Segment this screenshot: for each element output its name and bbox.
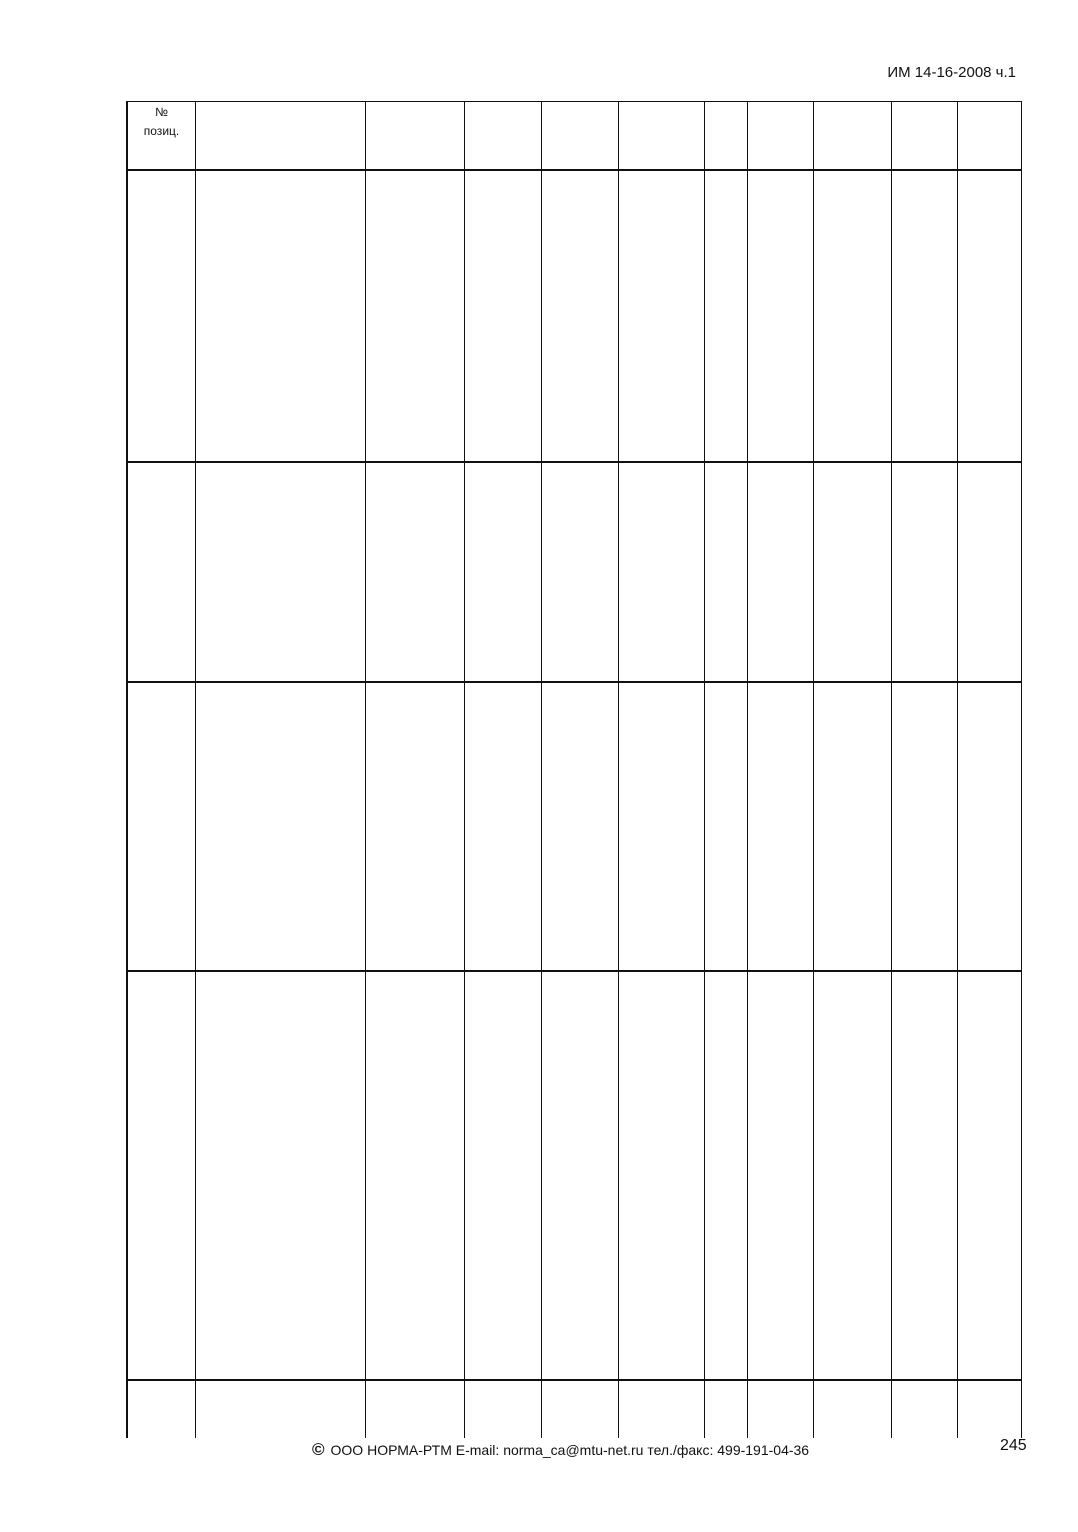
column-divider bbox=[365, 102, 366, 1438]
row-divider bbox=[128, 1379, 1021, 1381]
header-pos: позиц. bbox=[143, 124, 180, 139]
column-divider bbox=[195, 102, 196, 1438]
footer-org: ООО НОРМА-РТМ bbox=[330, 1442, 452, 1458]
row-divider bbox=[128, 169, 1021, 171]
row-divider bbox=[128, 970, 1021, 972]
specification-table bbox=[126, 101, 1022, 1438]
column-divider bbox=[541, 102, 542, 1438]
column-divider bbox=[891, 102, 892, 1438]
row-divider bbox=[128, 461, 1021, 463]
column-divider bbox=[618, 102, 619, 1438]
column-divider bbox=[704, 102, 705, 1438]
footer bbox=[312, 1440, 809, 1460]
copyright-icon: © bbox=[312, 1440, 325, 1459]
column-divider bbox=[957, 102, 958, 1438]
row-divider bbox=[128, 681, 1021, 683]
header-pos: № bbox=[155, 105, 168, 119]
column-divider bbox=[747, 102, 748, 1438]
column-divider bbox=[464, 102, 465, 1438]
page-number: 245 bbox=[1000, 1437, 1027, 1454]
footer-contact: E-mail: norma_ca@mtu-net.ru тел./факс: 499-191-04-36 bbox=[455, 1442, 810, 1458]
document-code: ИМ 14-16-2008 ч.1 bbox=[887, 64, 1016, 81]
column-divider bbox=[813, 102, 814, 1438]
